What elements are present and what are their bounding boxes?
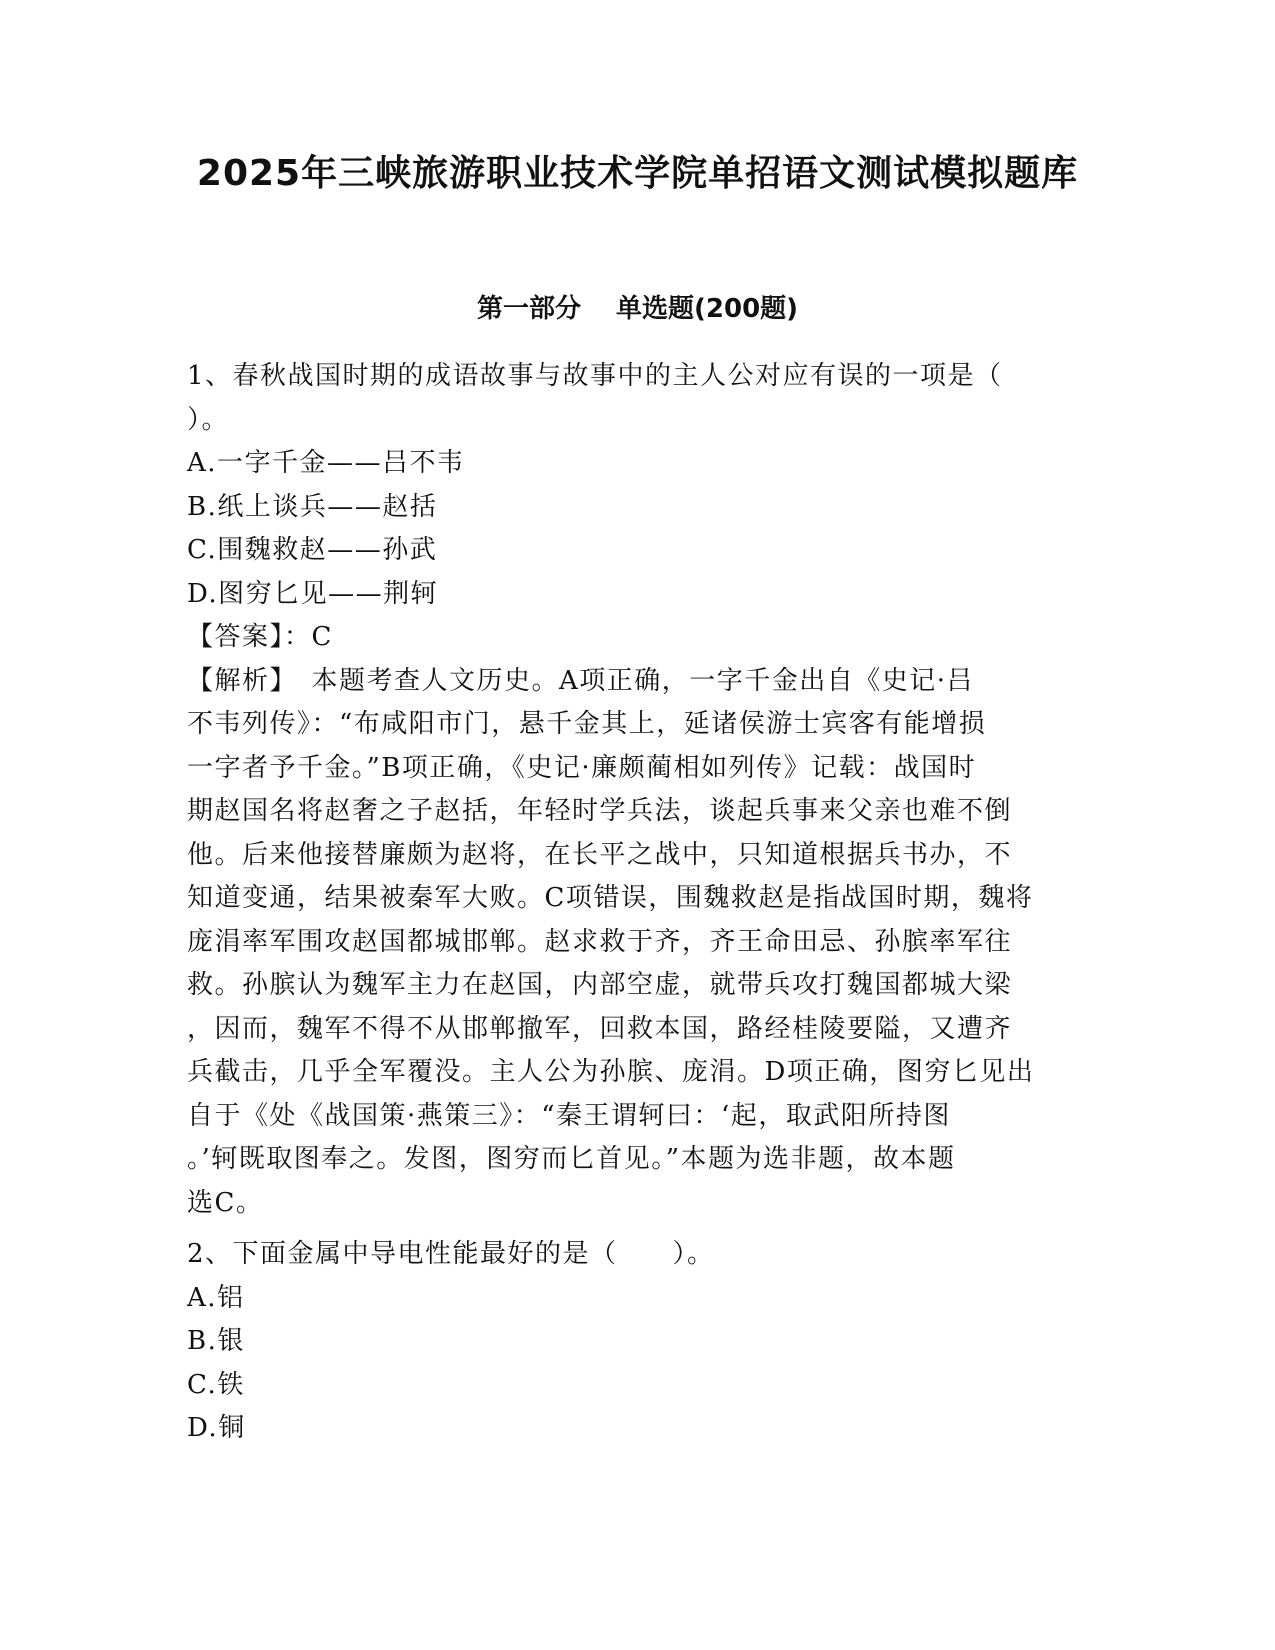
analysis-line: 救。孙膑认为魏军主力在赵国，内部空虚，就带兵攻打魏国都城大梁 [187, 970, 1013, 1000]
option-d: D.图穷匕见——荆轲 [187, 578, 439, 609]
option-c: C.围魏救赵——孙武 [187, 535, 438, 565]
analysis-line: 不韦列传》：“布咸阳市门，悬千金其上，延诸侯游士宾客有能增损 [187, 709, 987, 739]
question-stem-line: ）。 [187, 404, 230, 435]
analysis-line: 庞涓率军围攻赵国都城邯郸。赵求救于齐，齐王命田忌、孙膑率军往 [187, 926, 1013, 957]
document-title: 2025年三峡旅游职业技术学院单招语文测试模拟题库 [196, 153, 1079, 194]
section-heading: 第一部分 单选题(200题) [476, 294, 799, 324]
question-1 [187, 355, 1087, 1225]
analysis-line: 一字者予千金。”B项正确，《史记·廉颇蔺相如列传》记载：战国时 [187, 752, 977, 783]
analysis-line: 他。后来他接替廉颇为赵将，在长平之战中，只知道根据兵书办，不 [187, 839, 1013, 870]
analysis-line: 兵截击，几乎全军覆没。主人公为孙膑、庞涓。D项正确，图穷匕见出 [187, 1057, 1035, 1087]
analysis-line: 选C。 [187, 1187, 264, 1218]
question-2 [187, 1233, 1087, 1451]
analysis-line: 【解析】 本题考查人文历史。A项正确，一字千金出自《史记·吕 [187, 665, 975, 696]
analysis-line: 期赵国名将赵奢之子赵括，年轻时学兵法，谈起兵事来父亲也难不倒 [187, 796, 1013, 826]
question-list [187, 355, 1087, 1451]
option-c: C.铁 [187, 1369, 245, 1400]
option-b: B.纸上谈兵——赵括 [187, 491, 438, 522]
option-d: D.铜 [187, 1413, 246, 1443]
analysis-block [187, 660, 1087, 1226]
analysis-line: ，因而，魏军不得不从邯郸撤军，回救本国，路经桂陵要隘，又遭齐 [187, 1013, 1013, 1044]
option-a: A.铝 [187, 1282, 245, 1313]
option-a: A.一字千金——吕不韦 [187, 448, 465, 478]
question-stem-line: 2、下面金属中导电性能最好的是（ ）。 [187, 1239, 715, 1269]
question-spacer [187, 1225, 1087, 1233]
option-b: B.银 [187, 1326, 245, 1356]
question-stem-line: 1、春秋战国时期的成语故事与故事中的主人公对应有误的一项是（ [187, 361, 1003, 391]
analysis-line: 知道变通，结果被秦军大败。C项错误，围魏救赵是指战国时期，魏将 [187, 883, 1034, 913]
analysis-line: 自于《处《战国策·燕策三》：“秦王谓轲曰：‘起，取武阳所持图 [187, 1100, 951, 1131]
analysis-line: 。’轲既取图奉之。发图，图穷而匕首见。”本题为选非题，故本题 [187, 1144, 956, 1174]
answer-line: 【答案】：C [187, 622, 333, 652]
